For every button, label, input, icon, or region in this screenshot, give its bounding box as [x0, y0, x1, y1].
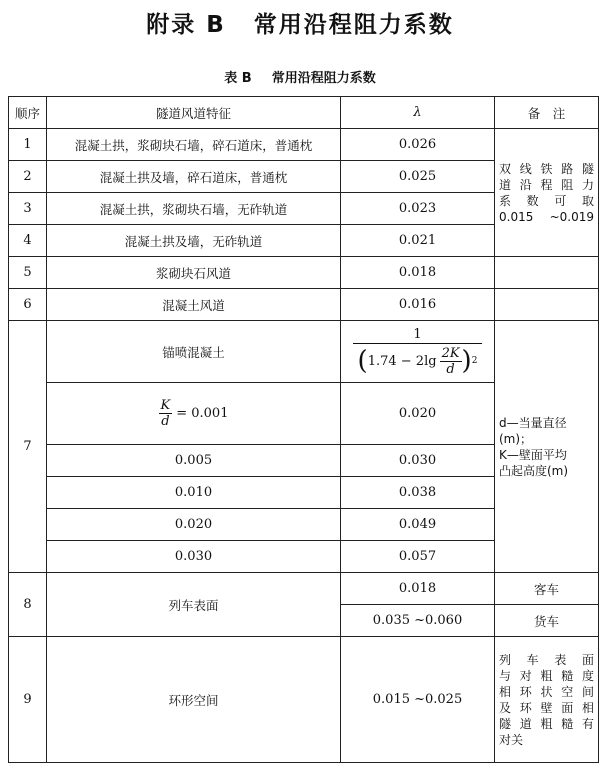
row-value: 0.049 [341, 509, 495, 541]
row-seq: 6 [9, 289, 47, 321]
row-value: 0.021 [341, 225, 495, 257]
row-value: 0.018 [341, 573, 495, 605]
row-feature: 0.030 [47, 541, 341, 573]
note-line: 0.015 ~0.019 [499, 209, 594, 224]
row-feature: 环形空间 [47, 637, 341, 763]
row-value: 0.020 [341, 383, 495, 445]
table-caption-prefix: 表 B [224, 71, 252, 86]
row-value: 0.023 [341, 193, 495, 225]
row-seq: 3 [9, 193, 47, 225]
note-line: d—当量直径 [499, 415, 567, 430]
note-row-9 [495, 637, 599, 763]
row-feature: 混凝土拱及墙，无砟轨道 [47, 225, 341, 257]
row-value: 0.026 [341, 129, 495, 161]
fraction-denominator: d [446, 361, 455, 377]
table-row-8 [9, 573, 599, 605]
table-row-7 [9, 321, 599, 383]
row-seq: 8 [9, 573, 47, 637]
formula-exponent: 2 [471, 356, 478, 366]
note-line: 相环状空间 [499, 684, 594, 699]
row-feature: 0.020 [47, 509, 341, 541]
row-seq: 9 [9, 637, 47, 763]
header-lambda: λ [341, 97, 495, 129]
row-value: 0.035 ~0.060 [341, 605, 495, 637]
row-value: 0.030 [341, 445, 495, 477]
fraction-numerator: 2K [441, 345, 460, 361]
note-line: 与对粗糙度 [499, 668, 594, 683]
row-note: 客车 [495, 573, 599, 605]
note-line: 凸起高度(m) [499, 463, 569, 478]
header-seq: 顺序 [9, 97, 47, 129]
note-line: 双线铁路隧 [499, 161, 594, 176]
formula-cell [341, 321, 495, 383]
table-row [9, 289, 599, 321]
row-feature: 混凝土风道 [47, 289, 341, 321]
row-value: 0.025 [341, 161, 495, 193]
note-empty [495, 257, 599, 289]
table-row [9, 129, 599, 161]
row-seq: 2 [9, 161, 47, 193]
appendix-title-text: 常用沿程阻力系数 [253, 12, 454, 38]
row-value: 0.057 [341, 541, 495, 573]
lambda-formula [341, 327, 494, 377]
row-value: 0.018 [341, 257, 495, 289]
row-feature: 0.010 [47, 477, 341, 509]
formula-denominator: ( 1.74 − 2lg $\frac{2K}{d}$ ) 2 [357, 345, 478, 377]
row-feature: 0.005 [47, 445, 341, 477]
row-feature: 锚喷混凝土 [47, 321, 341, 383]
table-header-row [9, 97, 599, 129]
appendix-title [0, 6, 600, 39]
kd-label-cell [47, 383, 341, 445]
row-seq: 5 [9, 257, 47, 289]
row-feature: 列车表面 [47, 573, 341, 637]
note-line: 道沿程阻力 [499, 177, 594, 192]
row-seq: 4 [9, 225, 47, 257]
kd-fraction [159, 398, 173, 429]
kd-numerator: K [160, 398, 171, 413]
row-feature: 混凝土拱，浆砌块石墙，碎石道床，普通枕 [47, 129, 341, 161]
row-value: 0.016 [341, 289, 495, 321]
note-line: 及环壁面相 [499, 700, 594, 715]
row-feature: 混凝土拱及墙，碎石道床，普通枕 [47, 161, 341, 193]
header-note: 备 注 [495, 97, 599, 129]
note-line: 列车表面 [499, 652, 594, 667]
row-note: 货车 [495, 605, 599, 637]
table-caption [0, 67, 600, 86]
header-feature: 隧道风道特征 [47, 97, 341, 129]
formula-base: 1.74 − 2lg [367, 353, 437, 369]
kd-denominator: d [161, 414, 170, 429]
row-seq: 7 [9, 321, 47, 573]
note-rows-1-4 [495, 129, 599, 257]
note-line: (m)； [499, 431, 533, 446]
note-empty [495, 289, 599, 321]
table-caption-text: 常用沿程阻力系数 [271, 71, 376, 86]
appendix-prefix: 附录 B [146, 12, 226, 38]
row-feature: 浆砌块石风道 [47, 257, 341, 289]
row-seq: 1 [9, 129, 47, 161]
note-line: K—壁面平均 [499, 447, 567, 462]
row-feature: 混凝土拱，浆砌块石墙，无砟轨道 [47, 193, 341, 225]
friction-coefficient-table [8, 96, 599, 763]
note-line: 隧道粗糙有 [499, 716, 594, 731]
table-row [9, 257, 599, 289]
formula-numerator: 1 [353, 327, 481, 344]
row-value: 0.015 ~0.025 [341, 637, 495, 763]
kd-equals: = 0.001 [176, 406, 229, 421]
row-value: 0.038 [341, 477, 495, 509]
table-row-9 [9, 637, 599, 763]
note-row-7 [495, 321, 599, 573]
formula-fraction [440, 346, 462, 377]
note-line: 系数可取 [499, 193, 594, 208]
note-line: 对关 [499, 732, 524, 747]
